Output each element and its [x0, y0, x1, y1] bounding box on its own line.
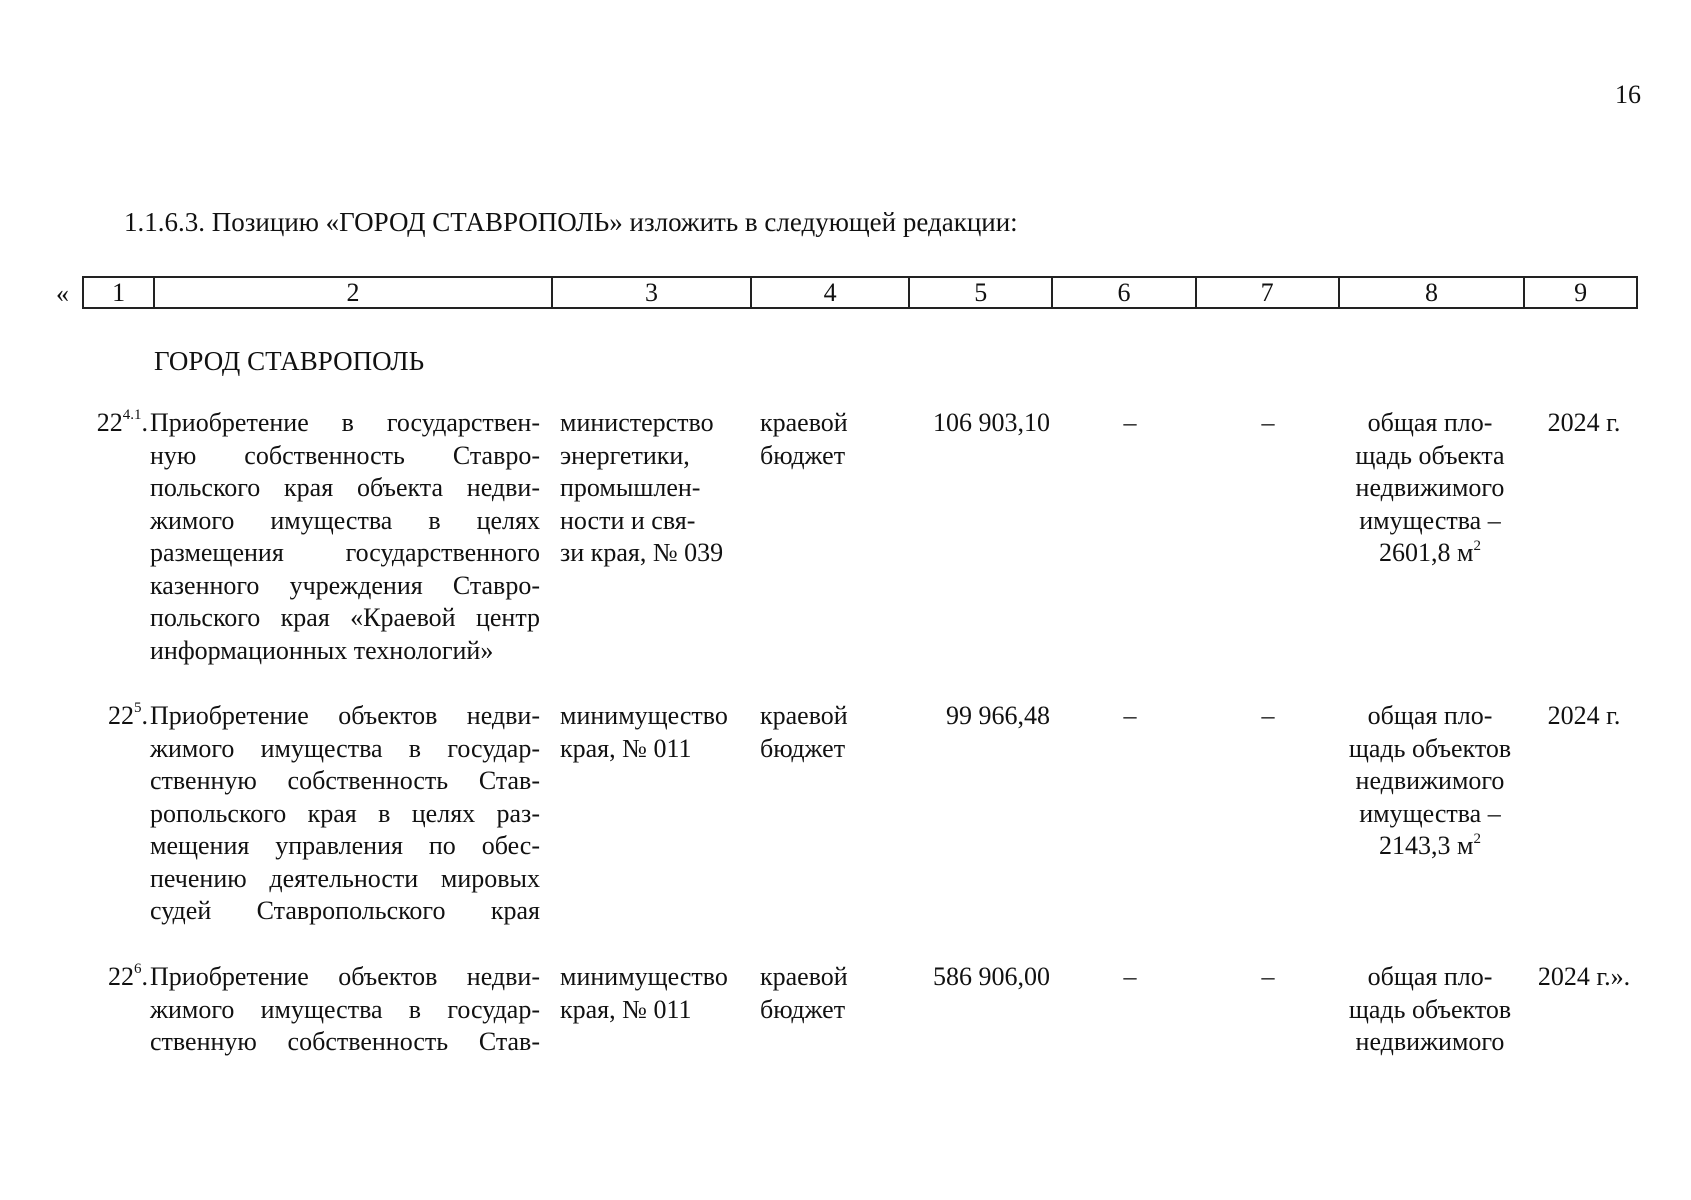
org-line: промышлен-	[560, 473, 701, 502]
row-number-superscript: 6	[134, 961, 142, 977]
org-line: края, № 011	[560, 994, 692, 1024]
row-name-line: ственную собственность Став-	[150, 766, 540, 795]
result-line: щадь объектов	[1348, 994, 1512, 1024]
row-column-6: –	[1123, 962, 1137, 991]
row-name	[150, 700, 540, 928]
result-line: щадь объектов	[1348, 733, 1512, 763]
column-number-cell: 4	[751, 277, 909, 308]
source-line: краевой	[760, 962, 848, 991]
row-name-line: ную собственность Ставро-	[150, 440, 540, 470]
column-number-row	[82, 276, 1638, 309]
row-funding-source	[760, 407, 890, 472]
org-line: ности и свя-	[560, 505, 696, 535]
result-line: общая пло-	[1367, 701, 1493, 730]
result-value	[1330, 830, 1530, 863]
row-name-line: мещения управления по обес-	[150, 831, 540, 860]
row-name-line: Приобретение объектов недви-	[150, 701, 540, 730]
row-number-suffix: .	[141, 701, 148, 730]
row-column-6: –	[1123, 701, 1137, 730]
section-title: ГОРОД СТАВРОПОЛЬ	[154, 346, 425, 376]
opening-quote: «	[56, 279, 69, 308]
row-number-base: 22	[108, 962, 134, 991]
row-funding-source	[760, 961, 890, 1026]
row-amount: 106 903,10	[933, 408, 1050, 437]
result-value-text: 2143,3 м	[1379, 831, 1474, 860]
row-responsible-body	[560, 961, 750, 1026]
column-number-cell: 3	[552, 277, 751, 308]
result-line: имущества –	[1359, 505, 1501, 535]
org-line: энергетики,	[560, 440, 690, 470]
row-number-base: 22	[96, 408, 123, 437]
result-line: щадь объекта	[1355, 440, 1505, 470]
row-name-line: польского края «Краевой центр	[150, 603, 540, 632]
source-line: бюджет	[760, 440, 846, 470]
row-column-7: –	[1261, 408, 1275, 437]
row-name-line: жимого имущества в целях	[150, 505, 540, 535]
row-year: 2024 г.	[1547, 701, 1621, 730]
result-line: общая пло-	[1367, 962, 1493, 991]
row-result	[1330, 407, 1530, 570]
row-result	[1330, 700, 1530, 863]
result-line: недвижимого	[1355, 766, 1505, 795]
row-name-line: жимого имущества в государ-	[150, 994, 540, 1024]
row-amount: 586 906,00	[933, 962, 1050, 991]
column-number-cell: 1	[83, 277, 154, 308]
result-value	[1330, 537, 1530, 570]
result-line: недвижимого	[1355, 473, 1505, 502]
source-line: краевой	[760, 408, 848, 437]
intro-paragraph: 1.1.6.3. Позицию «ГОРОД СТАВРОПОЛЬ» изложить в следующей редакции:	[124, 207, 1018, 237]
row-name-line: печению деятельности мировых	[150, 863, 540, 893]
result-line: недвижимого	[1355, 1027, 1505, 1056]
result-value-superscript: 2	[1473, 831, 1481, 847]
row-name-line: Приобретение в государствен-	[150, 408, 540, 437]
column-number-cell: 6	[1052, 277, 1195, 308]
result-value-text: 2601,8 м	[1379, 538, 1474, 567]
source-line: бюджет	[760, 994, 846, 1024]
row-year: 2024 г.».	[1537, 962, 1631, 991]
row-number	[60, 407, 148, 440]
row-name-line: жимого имущества в государ-	[150, 733, 540, 763]
source-line: бюджет	[760, 733, 846, 763]
row-year: 2024 г.	[1547, 408, 1621, 437]
row-responsible-body	[560, 407, 750, 570]
column-number-cell: 9	[1524, 277, 1637, 308]
row-responsible-body	[560, 700, 750, 765]
org-line: зи края, № 039	[560, 538, 724, 567]
row-name-line: размещения государственного	[150, 538, 540, 567]
page-number: 16	[1615, 80, 1641, 109]
row-number-superscript: 5	[134, 700, 142, 716]
result-value-superscript: 2	[1473, 538, 1481, 554]
row-column-6: –	[1123, 408, 1137, 437]
column-number-cell: 2	[154, 277, 552, 308]
row-name-line: ропольского края в целях раз-	[150, 798, 540, 828]
row-name	[150, 407, 540, 667]
result-line: общая пло-	[1367, 408, 1493, 437]
column-number-cell: 8	[1339, 277, 1525, 308]
row-funding-source	[760, 700, 890, 765]
org-line: минимущество	[560, 962, 728, 991]
column-number-cell: 7	[1196, 277, 1339, 308]
row-number-suffix: .	[141, 962, 148, 991]
row-column-7: –	[1261, 701, 1275, 730]
row-number-suffix: .	[141, 408, 148, 437]
row-name-line: Приобретение объектов недви-	[150, 962, 540, 991]
row-amount: 99 966,48	[946, 701, 1050, 730]
source-line: краевой	[760, 701, 848, 730]
row-name	[150, 961, 540, 1059]
row-name-line: судей Ставропольского края	[150, 896, 540, 925]
row-number	[60, 700, 148, 733]
org-line: минимущество	[560, 701, 728, 730]
column-number-cell: 5	[909, 277, 1052, 308]
row-name-line: казенного учреждения Ставро-	[150, 570, 540, 600]
row-result	[1330, 961, 1530, 1059]
row-name-line: ственную собственность Став-	[150, 1027, 540, 1056]
row-name-line: польского края объекта недви-	[150, 473, 540, 502]
result-line: имущества –	[1359, 798, 1501, 828]
row-number-base: 22	[108, 701, 134, 730]
row-name-line: информационных технологий»	[150, 635, 494, 665]
org-line: министерство	[560, 408, 714, 437]
row-column-7: –	[1261, 962, 1275, 991]
row-number	[60, 961, 148, 994]
row-number-superscript: 4.1	[122, 407, 142, 423]
org-line: края, № 011	[560, 733, 692, 763]
